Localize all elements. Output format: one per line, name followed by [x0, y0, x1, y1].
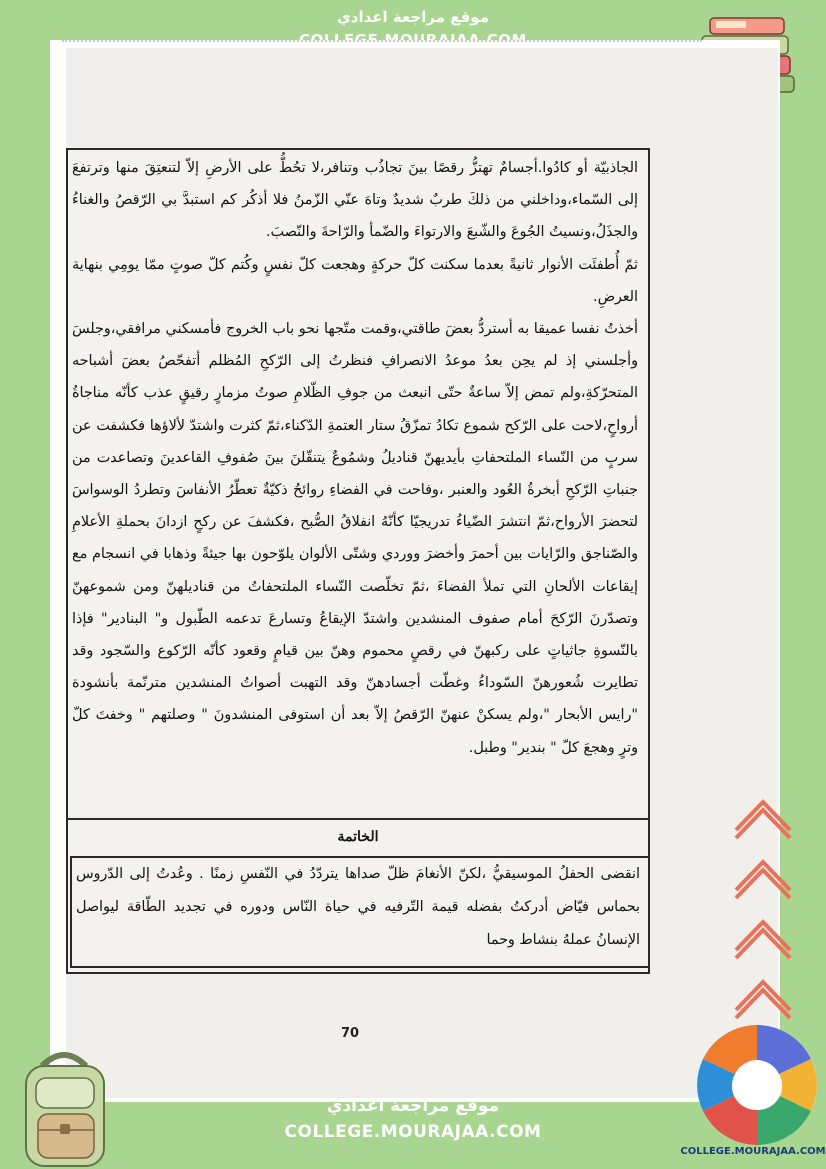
logo-url[interactable]: COLLEGE.MOURAJAA.COM: [680, 1146, 826, 1157]
paragraph-3: أخذتُ نفسا عميقا به أستردُّ بعضَ طاقتي،وقمت متّجها نحو باب الخروج فأمسكني مرافقي،وجلسَ وأجلسني إذ لم يحِن بعدُ موعدُ الانصرافِ فنظرتُ إلى الرّكحِ المُظلم أتفحّصُ بعضَ أشباحه المتحرّكةِ،ولم تمض إلاّ ساعةٌ حتّى انبعث من جوفِ الظّلامِ صوتُ مزمارٍ رقيقٍ عذب كأنّه مناجاةُ أرواحٍ،لاحت على الرّكح شموع تكادُ تمزّقُ ستار العتمةِ الدّكناء،ثمّ كثرت واشتدّ لألاؤها فكشفت عن سربٍ من النّساء الملتحفاتِ بأيديهنّ قناديلُ وشمُوعٌ يتنقّلنَ بينَ صُفوفِ القاعدينَ وتصاعدت من جنباتِ الرّكحِ أبخرةُ العُود والعنبر ،وفاحت في الفضاءِ روائحُ ذكيّةٌ تعطّرُ الأنفاسَ وتطردُ الوسواسَ لتحضرَ الأرواح،ثمّ انتشرَ الضّياءُ تدريجيّا كأنّهُ انفلاقُ الصُّبح ،فكشفَ عن ركحٍ ازدانَ بحملةِ الأعلامِ والصّناجق والرّايات بين أحمرَ وأخضرَ ووردي وشتّى الألوان يلوّحون بها جيئةً وذهابا في انسجام مع إيقاعات الألحانِ التي تملأ الفضاءَ ،ثمّ تخلّصت النّساء الملتحفاتُ من قناديلهنّ ومن شموعهنّ وتصدّرنَ الرّكحَ أمام صفوف المنشدين واشتدّ الإيقاعُ وتسارعَ تدعمه الطّبول و" البنادير" فإذا بالنّسوةِ جاثياتٍ على ركبهنّ في رقصٍ محموم وهنّ بين قيامٍ وقعود كأنّه الرّكوع والسّجود وقد تطايرت شُعورهنّ السّوداءُ وغطّت أجسادهنّ وقد التهبت أصواتُ المنشدين مترنّمة بأنشودة "رايس الأبحار "،ولم يسكنْ عنهنّ الرّقصُ إلاّ بعد أن استوفى المنشدونَ " وصلتهم " وخفتَ كلّ وترٍ وهجعَ كلّ " بندير" وطبل.: [72, 321, 638, 756]
chevrons-icon: [728, 790, 798, 1040]
conclusion-title: الخاتمة: [337, 829, 379, 845]
section-divider: [66, 818, 650, 820]
conclusion-text: انقضى الحفلُ الموسيقيُّ ،لكنّ الأنغامَ ظلّ صداها يتردّدُ في النّفسِ زمنًا . وعُدتُ إلى الدّروس بحماس فيّاض أدركتُ بفضله قيمة التّرفيه في حياة النّاس ودوره في تجديد الطّاقة ليواصل الإنسانُ عملهُ بنشاط وحما: [76, 866, 640, 948]
essay-body: [72, 152, 638, 764]
header-site-name: موقع مراجعة اعدادي: [337, 8, 489, 26]
logo-circle-icon: [694, 1022, 820, 1148]
footer-site-name: موقع مراجعة اعدادي: [326, 1096, 500, 1116]
page-number: 70: [340, 1026, 360, 1041]
footer-site-url[interactable]: COLLEGE.MOURAJAA.COM: [284, 1122, 542, 1142]
paragraph-1: الجاذبيّة أو كادُوا.أجسامٌ تهتزُّ رقصًا بينَ تجاذُب وتنافر،لا تحُطُّ على الأرضِ إلاّ لتنعتِقَ منها وترتفعَ إلى السّماء،وداخلني من ذلكَ طربٌ شديدٌ وتاهَ عنّي الزّمنُ فلا أذكُر كم استبدَّ بي الرّقصُ والغناءُ والجذَلُ،ونسيتُ الجُوعَ والشّبعَ والارتواءَ والضّمأ والرّاحةَ والنّصبَ.: [72, 160, 638, 241]
paragraph-2: ثمّ أُطفئَت الأنوار ثانيةً بعدما سكنت كلّ حركةٍ وهجعت كلّ نفسٍ وكُتم كلّ صوتٍ ممّا يومِي بنهاية العرضِ.: [72, 256, 638, 305]
